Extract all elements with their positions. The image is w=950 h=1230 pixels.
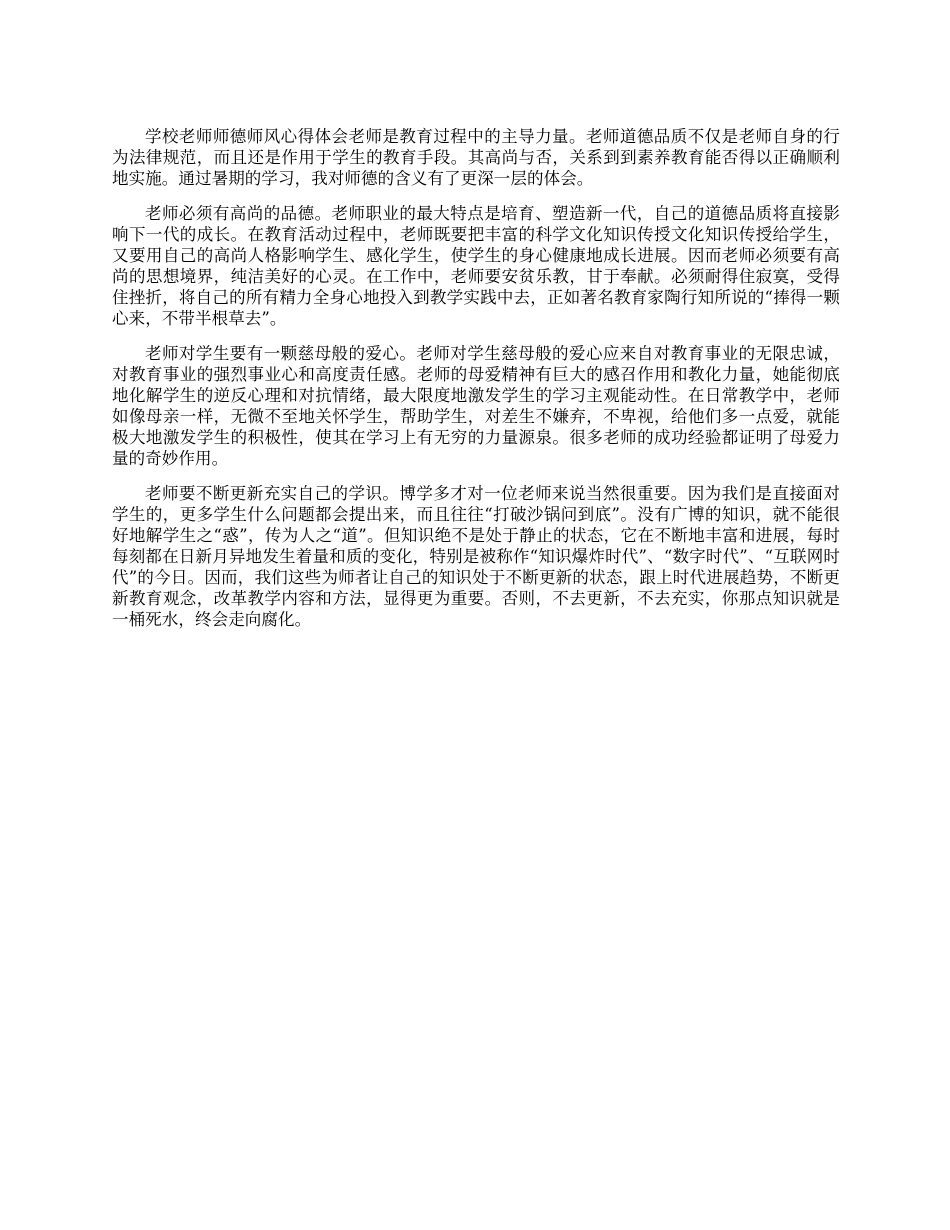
paragraph-4: 老师要不断更新充实自己的学识。博学多才对一位老师来说当然很重要。因为我们是直接面对学生的，更多学生什么问题都会提出来，而且往往“打破沙锅问到底”。没有广博的知识，就不能很好地解学生之“惑”，传为人之“道”。但知识绝不是处于静止的状态，它在不断地丰富和进展，每时每刻都在日新月异地发生着量和质的变化，特别是被称作“知识爆炸时代”、“数字时代”、“互联网时代”的今日。因而，我们这些为师者让自己的知识处于不断更新的状态，跟上时代进展趋势，不断更新教育观念，改革教学内容和方法，显得更为重要。否则，不去更新，不去充实，你那点知识就是一桶死水，终会走向腐化。 bbox=[112, 484, 840, 629]
document-body bbox=[112, 126, 840, 644]
paragraph-2: 老师必须有高尚的品德。老师职业的最大特点是培育、塑造新一代，自己的道德品质将直接影响下一代的成长。在教育活动过程中，老师既要把丰富的科学文化知识传授文化知识传授给学生，又要用自己的高尚人格影响学生、感化学生，使学生的身心健康地成长进展。因而老师必须要有高尚的思想境界，纯洁美好的心灵。在工作中，老师要安贫乐教，甘于奉献。必须耐得住寂寞，受得住挫折，将自己的所有精力全身心地投入到教学实践中去，正如著名教育家陶行知所说的“捧得一颗心来，不带半根草去”。 bbox=[112, 204, 840, 328]
paragraph-3: 老师对学生要有一颗慈母般的爱心。老师对学生慈母般的爱心应来自对教育事业的无限忠诚，对教育事业的强烈事业心和高度责任感。老师的母爱精神有巨大的感召作用和教化力量，她能彻底地化解学生的逆反心理和对抗情绪，最大限度地激发学生的学习主观能动性。在日常教学中，老师如像母亲一样，无微不至地关怀学生，帮助学生，对差生不嫌弃，不卑视，给他们多一点爱，就能极大地激发学生的积极性，使其在学习上有无穷的力量源泉。很多老师的成功经验都证明了母爱力量的奇妙作用。 bbox=[112, 344, 840, 468]
paragraph-1: 学校老师师德师风心得体会老师是教育过程中的主导力量。老师道德品质不仅是老师自身的行为法律规范，而且还是作用于学生的教育手段。其高尚与否，关系到到素养教育能否得以正确顺利地实施。通过暑期的学习，我对师德的含义有了更深一层的体会。 bbox=[112, 127, 840, 188]
